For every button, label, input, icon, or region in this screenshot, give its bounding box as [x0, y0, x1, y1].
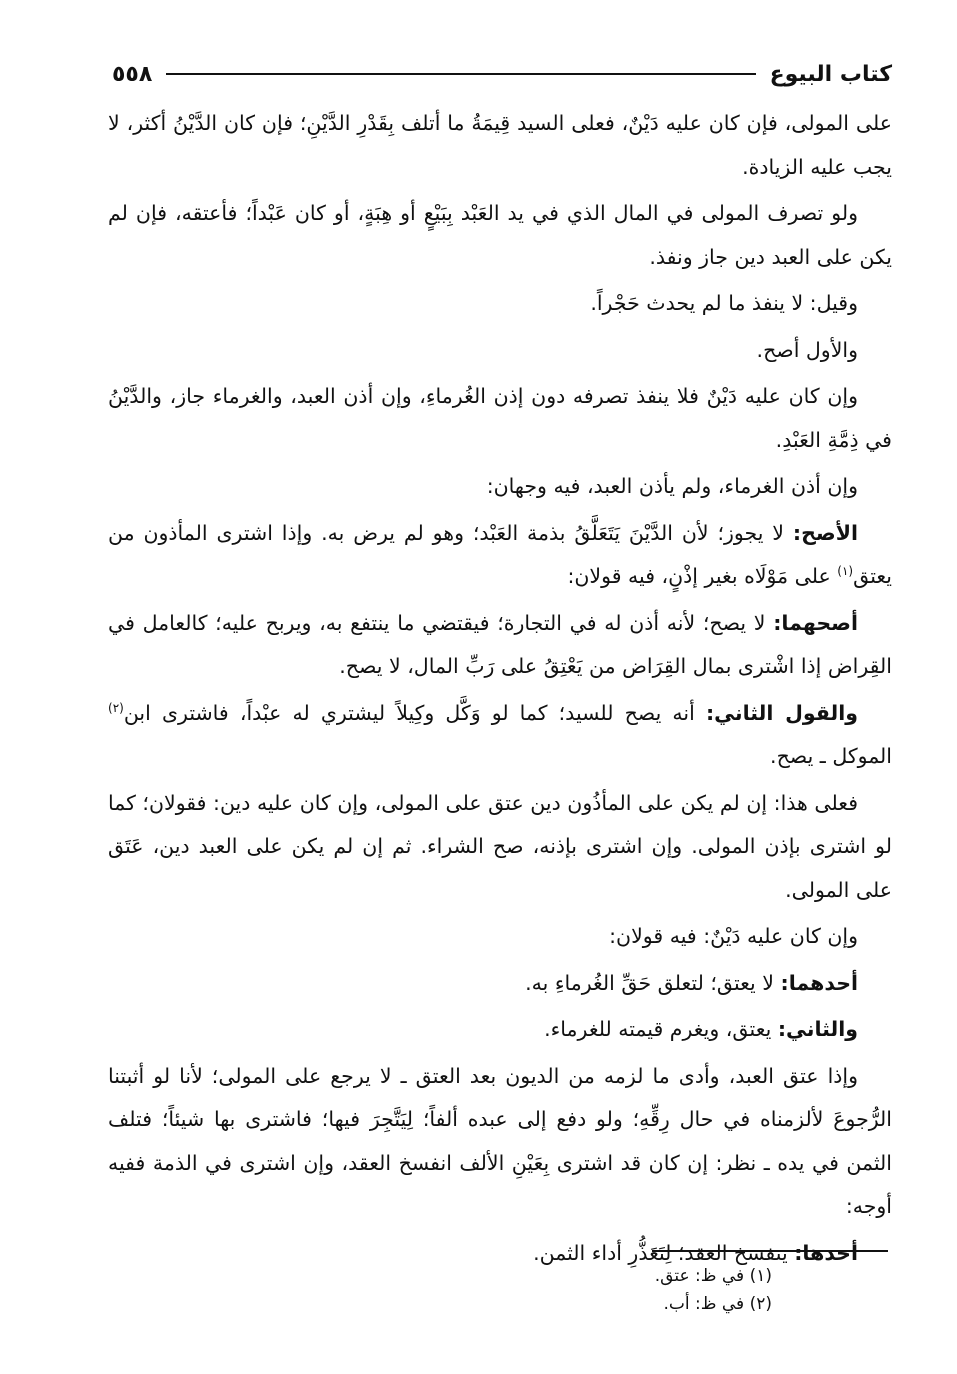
paragraph-text: وإن أذن الغرماء، ولم يأذن العبد، فيه وجهان: [486, 474, 858, 498]
paragraph-text: وإن كان عليه دَيْنٌ: فيه قولان: [609, 924, 858, 948]
paragraph [108, 602, 892, 689]
paragraph-text: لا يصح؛ لأنه أذن له في التجارة؛ فيقتضي ما ينتفع به، ويربح عليه؛ كالعامل في القِراض إذا اشْترى بمال القِرَاض من يَعْتِقُ على رَبِّ المال، لا يصح. [108, 610, 892, 678]
paragraph-text: ينفسخ العقد؛ لِتَعَذُّرِ أداء الثمن. [533, 1240, 788, 1265]
paragraph-text: وإذا عتق العبد، وأدى ما لزمه من الديون بعد العتق ـ لا يرجع على المولى؛ لأنا لو أثبتنا الرُّجوعَ لألزمناه في حال رِقِّهِ؛ ولو دفع إلى عبده ألفاً؛ لِيَتَّجِرَ فيها؛ فاشترى بها شيئاً؛ فتلف الثمن في يده ـ نظر: إن كان قد اشترى بِعَيْنِ الألف انفسخ العقد، وإن اشترى في الذمة ففيه أوجه: [108, 1063, 892, 1218]
paragraph-lead: والقول الثاني: [705, 700, 858, 725]
paragraph [108, 1055, 892, 1229]
paragraph-lead: والثاني: [777, 1017, 858, 1041]
paragraph [108, 915, 892, 959]
footnote-marker: (١) [837, 564, 854, 579]
paragraph-text: وإن كان عليه دَيْنٌ فلا ينفذ تصرفه دون إذن الغُرماءِ، وإن أذن العبد، والغرماء جاز، والدَّيْنُ في ذِمَّةِ العَبْدِ. [108, 384, 892, 452]
paragraph-lead: أصحهما: [773, 610, 858, 635]
paragraph [108, 375, 892, 462]
footnote: (١) في ظ: عتق. [654, 1266, 772, 1286]
paragraph-lead: أحدها: [794, 1240, 858, 1265]
paragraph [108, 692, 892, 779]
page-number: ٥٥٨ [112, 61, 153, 87]
paragraph-lead: أحدهما: [780, 970, 858, 995]
paragraph-text: والأول أصح. [756, 337, 858, 362]
footnote-divider [652, 1250, 888, 1252]
footnote-marker: (٢) [108, 700, 124, 715]
paragraph-text: لا يجوز؛ لأن الدَّيْنَ يَتَعَلَّقُ بذمة العَبْد؛ وهو لم يرض به. وإذا اشترى المأذون من يعتق [108, 520, 892, 588]
paragraph-text: ولو تصرف المولى في المال الذي في يد العَبْد بِبَيْعٍ أو هِبَةٍ، أو كان عَبْداً؛ فأعتقه، فإن لم يكن على العبد دين جاز ونفذ. [108, 201, 892, 269]
paragraph [108, 102, 892, 189]
book-title: كتاب البيوع [769, 61, 892, 87]
body-text [108, 102, 892, 1278]
footnotes [108, 1262, 892, 1318]
footnote: (٢) في ظ: أب. [663, 1294, 772, 1314]
paragraph-text: فعلى هذا: إن لم يكن على المأذُون دين عتق على المولى، وإن كان عليه دين: فقولان؛ كما لو اشترى بإذن المولى. وإن اشترى بإذنه، صح الشراء. ثم إن لم يكن على العبد دين، عَتَق على المولى. [108, 790, 892, 902]
paragraph [108, 512, 892, 599]
paragraph [108, 465, 892, 509]
paragraph [108, 782, 892, 913]
running-header [112, 56, 892, 92]
paragraph-text: يعتق، ويغرم قيمته للغرماء. [544, 1017, 772, 1041]
paragraph-text-tail: على مَوْلَاه بغير إذْنٍ، فيه قولان: [567, 564, 838, 588]
paragraph-text: لا يعتق؛ لتعلق حَقِّ الغُرماءِ به. [525, 970, 774, 995]
paragraph [108, 282, 892, 326]
paragraph [108, 962, 892, 1006]
paragraph-text: أنه يصح للسيد؛ كما لو وَكَّل وكِيلاً ليشتري له عبْداً، فاشترى ابن [123, 700, 695, 725]
header-rule [166, 73, 755, 75]
paragraph [108, 329, 892, 373]
paragraph-text: وقيل: لا ينفذ ما لم يحدث حَجْراً. [590, 291, 858, 315]
paragraph-text-tail: الموكل ـ يصح. [770, 744, 892, 768]
paragraph [108, 192, 892, 279]
paragraph-text: على المولى، فإن كان عليه دَيْنٌ، فعلى السيد قِيمَةُ ما أتلف بِقَدْرِ الدَّيْنِ؛ فإن كان الدَّيْنُ أكثر، لا يجب عليه الزيادة. [108, 111, 892, 179]
paragraph-lead: الأصح: [792, 520, 858, 545]
paragraph [108, 1008, 892, 1052]
